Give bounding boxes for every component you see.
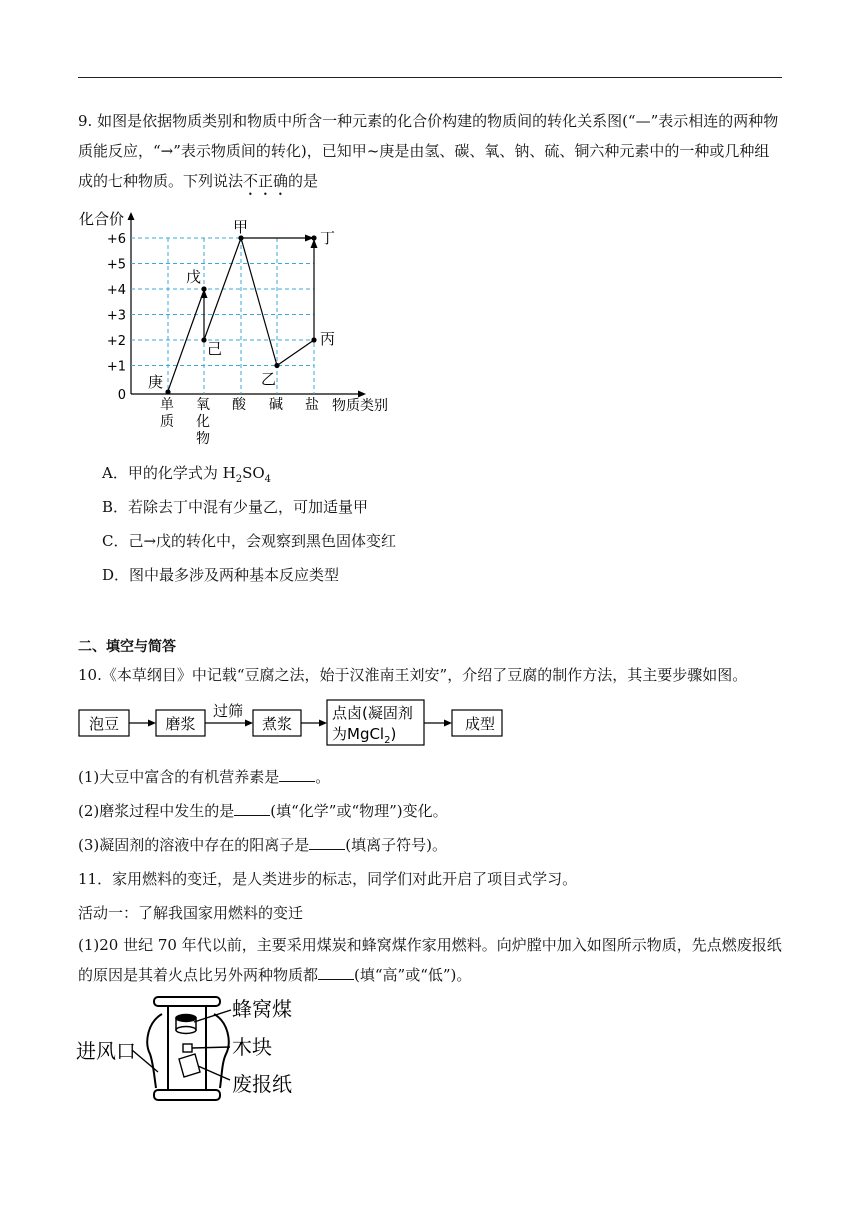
node-yi xyxy=(274,363,279,368)
question-10-sub2: (2)磨浆过程中发生的是 (填“化学”或“物理”)变化。 xyxy=(78,802,448,820)
option-c: C．己→戊的转化中，会观察到黑色固体变红 xyxy=(102,532,397,550)
y-tick-label: +2 xyxy=(106,334,126,349)
flow-step-label: 泡豆 xyxy=(88,715,120,733)
node-label-jia: 甲 xyxy=(233,218,249,236)
tofu-process-flowchart xyxy=(76,696,516,750)
y-tick-label: +6 xyxy=(106,232,126,247)
answer-blank[interactable] xyxy=(234,801,270,816)
question-9-text: 9. 如图是依据物质类别和物质中所含一种元素的化合价构建的物质间的转化关系图(“—”表示相连的两种物质能反应，“→”表示物质间的转化)，已知甲~庚是由氢、碳、氧、钠、硫、铜六种元素中的一种或几种组成的七种物质。下列说法不正确的是 xyxy=(78,112,779,190)
y-tick-label: +1 xyxy=(106,359,126,375)
stove-top xyxy=(154,997,220,1006)
label-honeycomb-coal: 蜂窝煤 xyxy=(232,997,292,1021)
flow-step-label: 煮浆 xyxy=(261,715,293,733)
node-label-ji: 己 xyxy=(207,340,223,358)
flow-step-label: 点卤(凝固剂 xyxy=(332,704,413,722)
edge-yi-bing xyxy=(277,340,314,366)
leader-line-wood xyxy=(192,1047,230,1048)
wood-block xyxy=(183,1044,192,1052)
node-label-wu: 戊 xyxy=(186,268,202,286)
node-geng xyxy=(165,389,170,394)
question-11-sub1: (1)20 世纪 70 年代以前，主要采用煤炭和蜂窝煤作家用燃料。向炉膛中加入如图所示物质，先点燃废报纸的原因是其着火点比另外两种物质都 (填“高”或“低”)。 xyxy=(78,936,782,984)
node-label-ding: 丁 xyxy=(320,229,336,247)
y-tick-label: +5 xyxy=(106,257,126,273)
x-category-label: 单质 xyxy=(160,397,174,430)
stove-handle-left xyxy=(147,1014,162,1088)
flow-step-label: 成型 xyxy=(464,715,496,733)
y-axis-arrow xyxy=(128,212,135,220)
flow-step-label: 磨浆 xyxy=(165,715,196,733)
x-category-label: 酸 xyxy=(232,397,246,413)
leader-line-paper xyxy=(198,1066,230,1080)
y-axis-title: 化合价 xyxy=(79,210,125,228)
x-axis-title: 物质类别 xyxy=(332,398,388,414)
option-b: B．若除去丁中混有少量乙，可加适量甲 xyxy=(102,498,369,516)
flow-arrow-label: 过筛 xyxy=(212,702,244,720)
label-wood-block: 木块 xyxy=(232,1035,272,1059)
node-ding xyxy=(311,235,316,240)
flow-arrow xyxy=(245,720,253,727)
waste-paper xyxy=(179,1054,200,1077)
flow-arrow xyxy=(444,720,452,727)
answer-blank[interactable] xyxy=(309,835,345,850)
label-waste-paper: 废报纸 xyxy=(232,1072,292,1096)
x-axis-arrow xyxy=(358,391,366,398)
edge-jia-yi xyxy=(241,238,277,366)
honeycomb-coal xyxy=(176,1015,196,1034)
node-label-yi: 乙 xyxy=(261,370,277,388)
leader-line-coal xyxy=(194,1010,231,1022)
answer-blank[interactable] xyxy=(279,767,315,782)
grid-lines xyxy=(131,238,314,394)
question-10-text: 10.《本草纲目》中记载“豆腐之法，始于汉淮南王刘安”，介绍了豆腐的制作方法，其主要步骤如图。 xyxy=(78,666,748,684)
activity-1-title: 活动一：了解我国家用燃料的变迁 xyxy=(78,904,304,922)
y-tick-label: +4 xyxy=(106,283,126,298)
x-category-label: 氧化物 xyxy=(196,397,210,447)
x-category-label: 碱 xyxy=(269,397,283,413)
edge-geng-wu xyxy=(168,293,203,391)
question-11-text: 11．家用燃料的变迁，是人类进步的标志，同学们对此开启了项目式学习。 xyxy=(78,870,578,888)
x-category-label: 盐 xyxy=(305,397,319,413)
node-jia xyxy=(238,235,243,240)
section-title: 二、填空与简答 xyxy=(78,639,176,655)
node-label-geng: 庚 xyxy=(148,373,164,391)
valence-class-chart xyxy=(76,204,406,454)
label-air-inlet: 进风口 xyxy=(76,1039,136,1063)
option-d: D．图中最多涉及两种基本反应类型 xyxy=(102,566,340,584)
node-ji xyxy=(201,337,206,342)
node-bing xyxy=(311,337,316,342)
answer-blank[interactable] xyxy=(318,965,354,980)
flow-arrow xyxy=(319,720,327,727)
y-tick-label: +3 xyxy=(106,308,126,324)
edge-arrowheads xyxy=(201,235,318,299)
question-10-sub1: (1)大豆中富含的有机营养素是 。 xyxy=(78,768,331,786)
flow-step-label: 为MgCl$_2$) xyxy=(332,725,397,746)
flow-arrow xyxy=(148,720,156,727)
question-10-sub3: (3)凝固剂的溶液中存在的阳离子是 (填离子符号)。 xyxy=(78,836,447,854)
header-rule xyxy=(78,77,782,78)
node-wu xyxy=(201,286,206,291)
stove-base xyxy=(154,1090,220,1100)
option-a: A．甲的化学式为 $H_2SO_4$ xyxy=(102,464,272,485)
stove-diagram xyxy=(76,992,316,1108)
node-label-bing: 丙 xyxy=(320,330,336,348)
y-tick-label: 0 xyxy=(117,388,126,403)
